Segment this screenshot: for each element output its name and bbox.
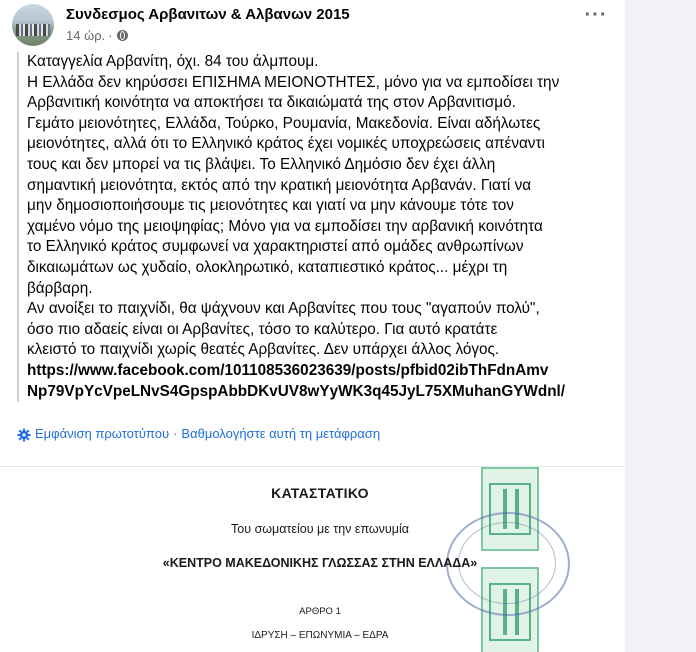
- post-line: όσο πιο αδαείς είναι οι Αρβανίτες, τόσο το καλύτερο. Για αυτό κρατάτε: [27, 320, 498, 338]
- page-avatar[interactable]: [12, 4, 54, 46]
- document-article-number: ΑΡΘΡΟ 1: [299, 606, 341, 617]
- document-article-heading: ΙΔΡΥΣΗ – ΕΠΩΝΥΜΙΑ – ΕΔΡΑ: [251, 630, 389, 641]
- translation-bar: [35, 426, 380, 441]
- post-line: δικαιωμάτων ως χυδαίο, ολοκληρωτικό, καταπιεστικό κράτος... μέχρι τη: [27, 258, 508, 276]
- post-timestamp[interactable]: 14 ώρ.: [66, 28, 106, 43]
- post-text: [17, 52, 627, 402]
- post-line: χαμένο νόμο της μειοψηφίας; Μόνο για να εμποδίσει την αρβανική κοινότητα: [27, 217, 543, 235]
- attached-document-image[interactable]: [0, 466, 625, 652]
- post-line: Γεμάτο μειονότητες, Ελλάδα, Τούρκο, Ρουμανία, Μακεδονία. Είναι αδήλωτες: [27, 114, 541, 132]
- post-link[interactable]: https://www.facebook.com/101108536023639/posts/pfbid02ibThFdnAmv: [27, 361, 549, 379]
- post-link-continued[interactable]: Np79VpYcVpeLNvS4GpspAbbDKvUV8wYyWK3q45JyL75XMuhanGYWdnl/: [27, 382, 566, 400]
- post-line: μειονότητες, αλλά ότι το Ελληνικό κράτος έχει νομικές υποχρεώσεις απέναντι: [27, 135, 545, 153]
- meta-separator: ·: [108, 28, 113, 43]
- post-line: κλειστό το παιχνίδι χωρίς θεατές Αρβανίτες. Δεν υπάρχει άλλος λόγος.: [27, 341, 500, 359]
- document-association-name: «ΚΕΝΤΡΟ ΜΑΚΕΔΟΝΙΚΗΣ ΓΛΩΣΣΑΣ ΣΤΗΝ ΕΛΛΑΔΑ»: [162, 556, 478, 570]
- post-line: το Ελληνικό κράτος συμφωνεί να χαρακτηριστεί από ομάδες ανθρωπίνων: [27, 238, 524, 256]
- post-line: Αν ανοίξει το παιχνίδι, θα ψάχνουν και Αρβανίτες που τους "αγαπούν πολύ",: [27, 300, 540, 318]
- post-line: σημαντική μειονότητα, εκτός από την κρατική μειονότητα Αρβανάν. Γιατί να: [27, 176, 532, 194]
- post-line: μην δημοσιοποιήσουμε τις μειονότητες και γιατί να μην κάνουμε τότε τον: [27, 197, 514, 215]
- post-line: Η Ελλάδα δεν κηρύσσει ΕΠΙΣΗΜΑ ΜΕΙΟΝΟΤΗΤΕΣ, μόνο για να εμποδίσει την: [27, 73, 560, 91]
- more-options-button[interactable]: ···: [584, 4, 608, 26]
- document-subtitle: Του σωματείου με την επωνυμία: [231, 522, 409, 536]
- see-original-link[interactable]: Εμφάνιση πρωτοτύπου: [35, 426, 170, 441]
- post-line: Καταγγελία Αρβανίτη, όχι. 84 του άλμπουμ.: [27, 53, 319, 70]
- post-line: τους και δεν μπορεί να τις βλάψει. Το Ελληνικό Δημόσιο δεν έχει άλλη: [27, 155, 496, 173]
- gear-icon: [17, 428, 31, 442]
- document-title: ΚΑΤΑΣΤΑΤΙΚΟ: [271, 485, 369, 501]
- translation-separator: ·: [173, 426, 178, 441]
- feed-background: [625, 0, 696, 651]
- post-line: βάρβαρη.: [27, 279, 93, 297]
- rate-translation-link[interactable]: Βαθμολογήστε αυτή τη μετάφραση: [181, 426, 381, 441]
- post-line: Αρβανιτική κοινότητα να αποκτήσει τα δικαιώματά της στον Αρβανιτισμό.: [27, 94, 516, 112]
- globe-icon: [117, 30, 128, 41]
- page-name-link[interactable]: Συνδεσμος Αρβανιτων & Αλβανων 2015: [66, 6, 350, 23]
- post-meta: [66, 28, 128, 43]
